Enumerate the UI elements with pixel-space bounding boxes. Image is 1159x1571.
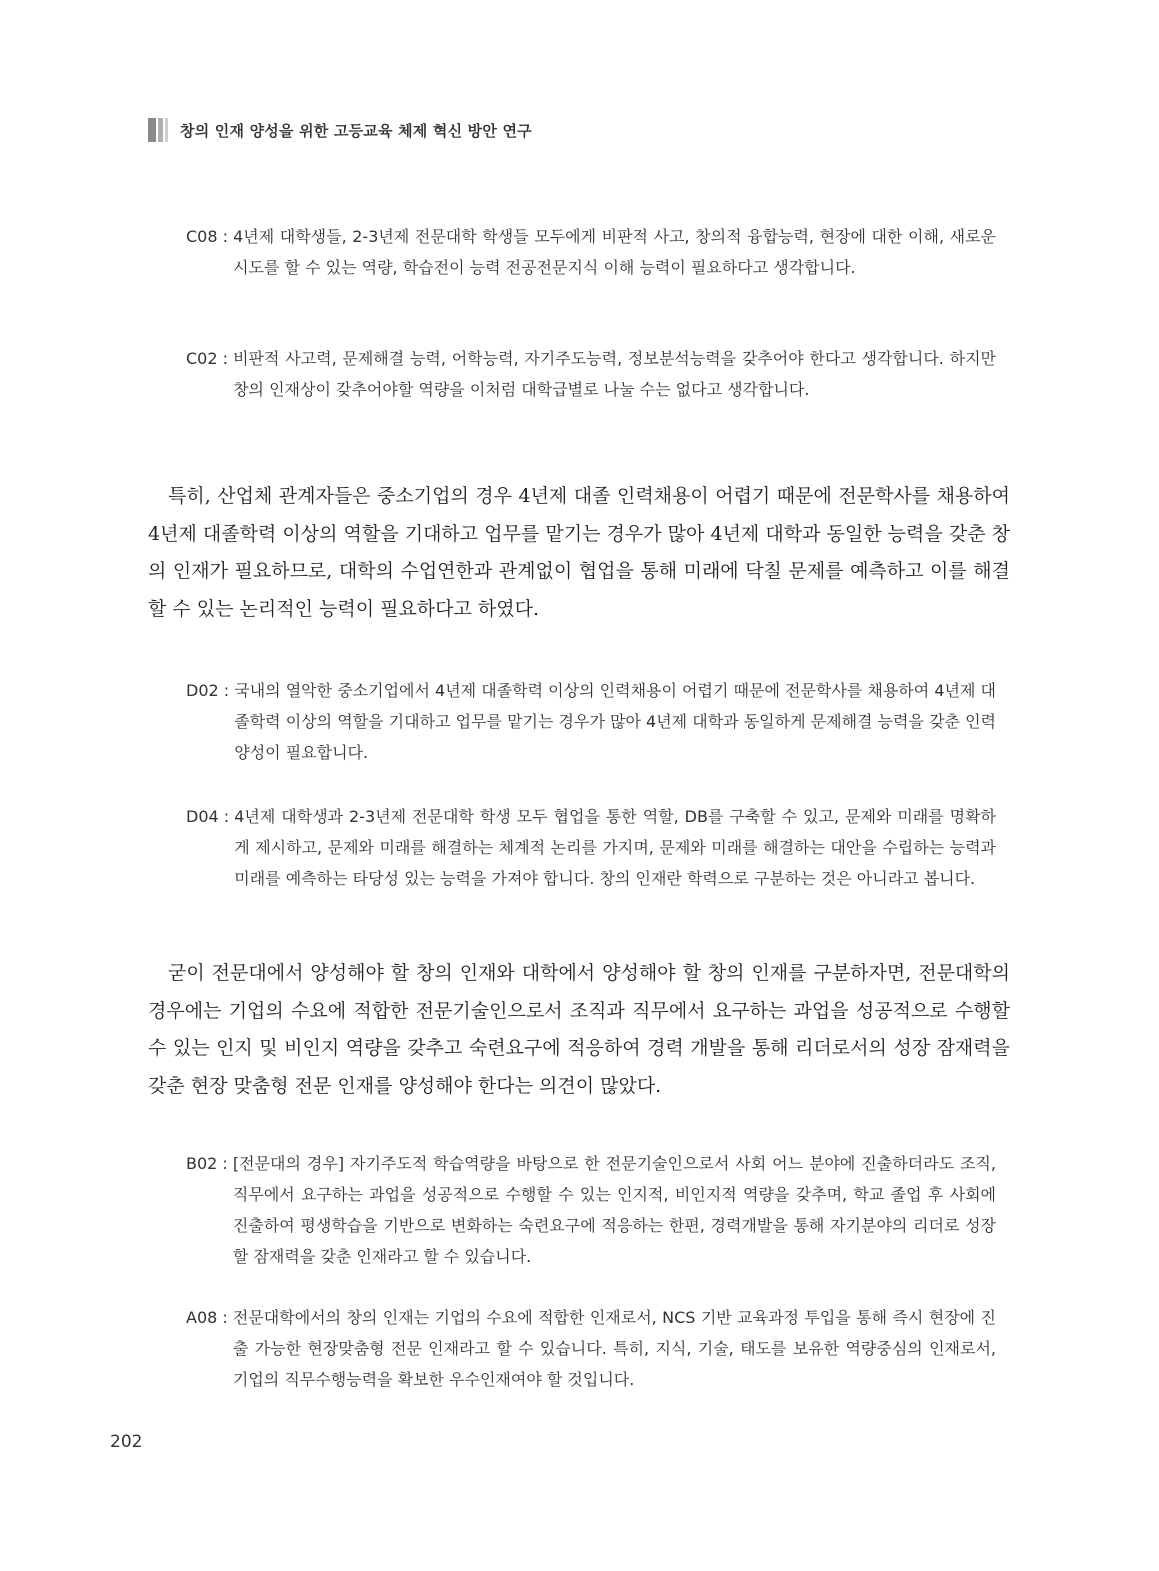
page-number: 202 bbox=[110, 1432, 143, 1452]
quote-label: A08 : bbox=[186, 1308, 233, 1327]
quote-text: 4년제 대학생들, 2-3년제 전문대학 학생들 모두에게 비판적 사고, 창의적 융합능력, 현장에 대한 이해, 새로운 시도를 할 수 있는 역량, 학습전이 능력 전공전문지식 이해 능력이 필요하다고 생각합니다. bbox=[233, 227, 996, 277]
quote-label: C08 : bbox=[186, 227, 234, 246]
interview-quote-c08 bbox=[186, 221, 996, 283]
quote-label: D02 : bbox=[186, 681, 235, 700]
quote-text: 전문대학에서의 창의 인재는 기업의 수요에 적합한 인재로서, NCS 기반 교육과정 투입을 통해 즉시 현장에 진출 가능한 현장맞춤형 전문 인재라고 할 수 있습니다. 특히, 지식, 기술, 태도를 보유한 역량중심의 인재로서, 기업의 직무수행능력을 확보한 우수인재여야 할 것입니다. bbox=[232, 1308, 996, 1389]
header-title: 창의 인재 양성을 위한 고등교육 체제 혁신 방안 연구 bbox=[180, 121, 532, 140]
quote-text: 국내의 열악한 중소기업에서 4년제 대졸학력 이상의 인력채용이 어렵기 때문에 전문학사를 채용하여 4년제 대졸학력 이상의 역할을 기대하고 업무를 맡기는 경우가 많아 4년제 대학과 동일하게 문제해결 능력을 갖춘 인력양성이 필요합니다. bbox=[234, 681, 996, 762]
body-paragraph-1: 특히, 산업체 관계자들은 중소기업의 경우 4년제 대졸 인력채용이 어렵기 때문에 전문학사를 채용하여 4년제 대졸학력 이상의 역할을 기대하고 업무를 맡기는 경우가 많아 4년제 대학과 동일한 능력을 갖춘 창의 인재가 필요하므로, 대학의 수업연한과 관계없이 협업을 통해 미래에 닥칠 문제를 예측하고 이를 해결할 수 있는 논리적인 능력이 필요하다고 하였다. bbox=[148, 485, 1010, 620]
interview-quote-c02 bbox=[186, 343, 996, 405]
interview-quote-a08 bbox=[186, 1302, 996, 1395]
body-paragraph-2: 굳이 전문대에서 양성해야 할 창의 인재와 대학에서 양성해야 할 창의 인재를 구분하자면, 전문대학의 경우에는 기업의 수요에 적합한 전문기술인으로서 조직과 직무에서 요구하는 과업을 성공적으로 수행할 수 있는 인지 및 비인지 역량을 갖추고 숙련요구에 적응하여 경력 개발을 통해 리더로서의 성장 잠재력을 갖춘 현장 맞춤형 전문 인재를 양성해야 한다는 의견이 많았다. bbox=[148, 962, 1010, 1097]
quote-label: D04 : bbox=[186, 807, 235, 826]
quote-label: C02 : bbox=[186, 349, 234, 368]
interview-quote-d02 bbox=[186, 675, 996, 768]
header-bar-icon bbox=[148, 118, 170, 142]
quote-label: B02 : bbox=[186, 1154, 233, 1173]
quote-text: [전문대의 경우] 자기주도적 학습역량을 바탕으로 한 전문기술인으로서 사회 어느 분야에 진출하더라도 조직, 직무에서 요구하는 과업을 성공적으로 수행할 수 있는 인지적, 비인지적 역량을 갖추며, 학교 졸업 후 사회에 진출하여 평생학습을 기반으로 변화하는 숙련요구에 적응하는 한편, 경력개발을 통해 자기분야의 리더로 성장할 잠재력을 갖춘 인재라고 할 수 있습니다. bbox=[232, 1154, 996, 1266]
interview-quote-b02 bbox=[186, 1148, 996, 1272]
running-header bbox=[148, 118, 532, 142]
interview-quote-d04 bbox=[186, 801, 996, 894]
quote-text: 4년제 대학생과 2-3년제 전문대학 학생 모두 협업을 통한 역할, DB를 구축할 수 있고, 문제와 미래를 명확하게 제시하고, 문제와 미래를 해결하는 체계적 논리를 가지며, 문제와 미래를 해결하는 대안을 수립하는 능력과 미래를 예측하는 타당성 있는 능력을 가져야 합니다. 창의 인재란 학력으로 구분하는 것은 아니라고 봅니다. bbox=[234, 807, 996, 888]
quote-text: 비판적 사고력, 문제해결 능력, 어학능력, 자기주도능력, 정보분석능력을 갖추어야 한다고 생각합니다. 하지만 창의 인재상이 갖추어야할 역량을 이처럼 대학급별로 나눌 수는 없다고 생각합니다. bbox=[233, 349, 996, 399]
